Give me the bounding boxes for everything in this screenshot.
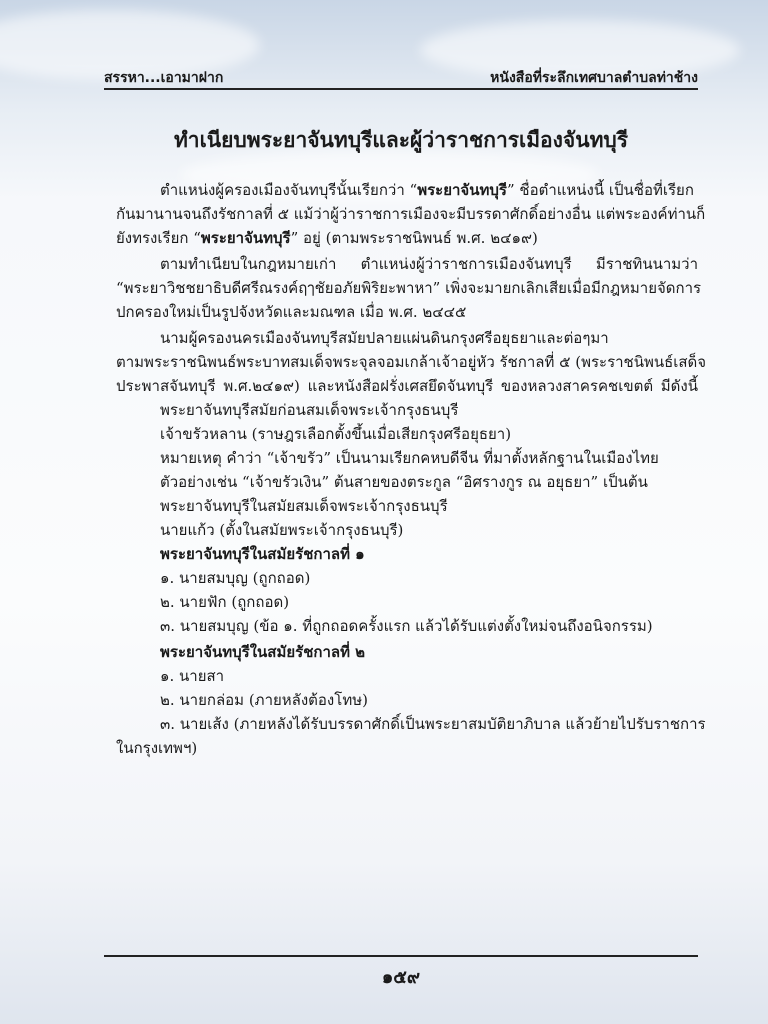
section-heading: พระยาจันทบุรีในสมัยรัชกาลที่ ๒ <box>160 643 366 661</box>
section-heading: พระยาจันทบุรีในสมัยรัชกาลที่ ๑ <box>160 545 365 563</box>
body-line <box>116 226 538 250</box>
footer-divider <box>104 955 698 957</box>
list-line: พระยาจันทบุรีสมัยก่อนสมเด็จพระเจ้ากรุงธนบุรี <box>160 401 459 419</box>
list-line: นายแก้ว (ตั้งในสมัยพระเจ้ากรุงธนบุรี) <box>160 521 404 539</box>
list-line: พระยาจันทบุรีในสมัยสมเด็จพระเจ้ากรุงธนบุรี <box>160 497 448 515</box>
list-item: ๓. นายเส้ง (ภายหลังได้รับบรรดาศักดิ์เป็นพระยาสมบัติยาภิบาล แล้วย้ายไปรับราชการ <box>160 715 706 733</box>
note-line: หมายเหตุ คำว่า “เจ้าขรัว” เป็นนามเรียกคหบดีจีน ที่มาตั้งหลักฐานในเมืองไทย <box>160 449 659 467</box>
body-bold-text: พระยาจันทบุรี <box>417 181 507 199</box>
list-item: ๒. นายฟัก (ถูกถอด) <box>160 593 290 611</box>
header-section-label: สรรหา...เอามาฝาก <box>104 70 224 86</box>
body-text: ยังทรงเรียก “ <box>116 229 201 247</box>
page-header <box>104 64 698 90</box>
body-line: นามผู้ครองนครเมืองจันทบุรีสมัยปลายแผ่นดินกรุงศรีอยุธยาและต่อๆมา <box>160 329 609 347</box>
list-item: ๑. นายสา <box>160 667 225 685</box>
list-line: เจ้าขรัวหลาน (ราษฎรเลือกตั้งขึ้นเมื่อเสียกรุงศรีอยุธยา) <box>160 425 512 443</box>
page-number: ๑๕๙ <box>381 967 421 988</box>
list-item: ๓. นายสมบุญ (ข้อ ๑. ที่ถูกถอดครั้งแรก แล้วได้รับแต่งตั้งใหม่จนถึงอนิจกรรม) <box>160 617 653 635</box>
body-line: ตามพระราชนิพนธ์พระบาทสมเด็จพระจุลจอมเกล้าเจ้าอยู่หัว รัชกาลที่ ๕ (พระราชนิพนธ์เสด็จ <box>116 353 707 371</box>
body-line: ปกครองใหม่เป็นรูปจังหวัดและมณฑล เมื่อ พ.ศ. ๒๔๔๕ <box>116 303 467 321</box>
list-item-continued: ในกรุงเทพฯ) <box>116 739 198 757</box>
body-text: ” อยู่ (ตามพระราชนิพนธ์ พ.ศ. ๒๔๑๙) <box>290 229 538 247</box>
body-line: ตามทำเนียบในกฎหมายเก่า ตำแหน่งผู้ว่าราชการเมืองจันทบุรี มีราชทินนามว่า <box>160 255 698 273</box>
body-line <box>160 178 694 202</box>
page-title: ทำเนียบพระยาจันทบุรีและผู้ว่าราชการเมืองจันทบุรี <box>173 127 629 152</box>
note-line: ตัวอย่างเช่น “เจ้าขรัวเงิน” ต้นสายของตระกูล “อิศรางกูร ณ อยุธยา” เป็นต้น <box>160 473 648 491</box>
body-bold-text: พระยาจันทบุรี <box>200 229 291 247</box>
body-text: ตำแหน่งผู้ครองเมืองจันทบุรีนั้นเรียกว่า “ <box>160 181 418 199</box>
body-line: “พระยาวิชชยาธิบดีศรีณรงค์ฤๅชัยอภัยพิริยะพาหา” เพิ่งจะมายกเลิกเสียเมื่อมีกฎหมายจัดการ <box>116 279 702 297</box>
body-text: ” ชื่อตำแหน่งนี้ เป็นชื่อที่เรียก <box>506 181 694 199</box>
list-item: ๑. นายสมบุญ (ถูกถอด) <box>160 569 311 587</box>
body-line: ประพาสจันทบุรี พ.ศ.๒๔๑๙) และหนังสือฝรั่งเศสยึดจันทบุรี ของหลวงสาครคชเขตต์ มีดังนี้ <box>116 377 698 395</box>
header-book-title: หนังสือที่ระลึกเทศบาลตำบลท่าช้าง <box>490 70 698 86</box>
list-item: ๒. นายกล่อม (ภายหลังต้องโทษ) <box>160 691 368 709</box>
body-line: กันมานานจนถึงรัชกาลที่ ๕ แม้ว่าผู้ว่าราชการเมืองจะมีบรรดาศักดิ์อย่างอื่น แต่พระองค์ท่านก็ <box>116 205 706 223</box>
